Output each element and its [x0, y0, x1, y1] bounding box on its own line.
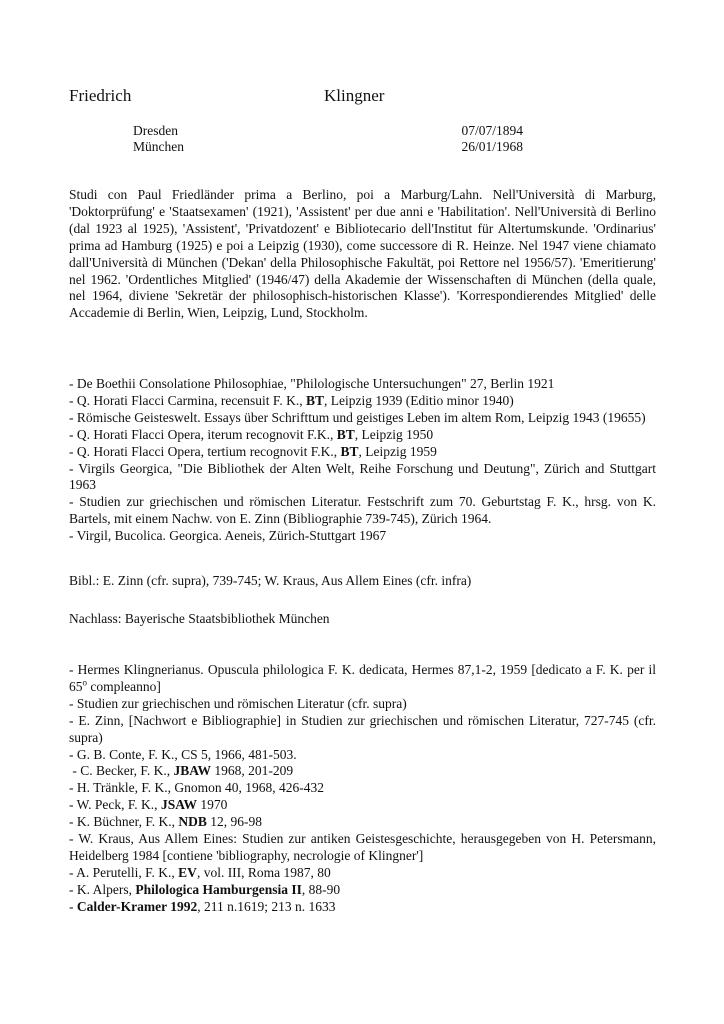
work-item: - Q. Horati Flacci Opera, tertium recognovit F.K., BT, Leipzig 1959 [69, 443, 437, 459]
nachlass-note: Nachlass: Bayerische Staatsbibliothek München [69, 611, 330, 626]
work-item: - Römische Geisteswelt. Essays über Schrifttum und geistiges Leben im altem Rom, Leipzig 1943 (19655) [69, 409, 646, 425]
work-item: - Q. Horati Flacci Carmina, recensuit F. K., BT, Leipzig 1939 (Editio minor 1940) [69, 392, 514, 408]
bibliography-note: Bibl.: E. Zinn (cfr. supra), 739-745; W. Kraus, Aus Allem Eines (cfr. infra) [69, 573, 472, 588]
literature-item: - H. Tränkle, F. K., Gnomon 40, 1968, 426-432 [69, 780, 325, 796]
literature-item: - K. Alpers, Philologica Hamburgensia II, 88-90 [69, 881, 341, 897]
literature-item: - E. Zinn, [Nachwort e Bibliographie] in Studien zur griechischen und römischen Literatur, 727-745 (cfr. supra) [69, 712, 656, 745]
literature-item: - W. Kraus, Aus Allem Eines: Studien zur antiken Geistesgeschichte, herausgegeben von H. Petersmann, Heidelberg 1984 [contiene 'bibliography, necrologie of Klingner'] [69, 831, 656, 863]
work-item: - Virgils Georgica, "Die Bibliothek der Alten Welt, Reihe Forschung und Deutung", Zürich and Stuttgart 1963 [69, 460, 656, 493]
work-item: - Virgil, Bucolica. Georgica. Aeneis, Zürich-Stuttgart 1967 [69, 528, 387, 544]
death-date: 26/01/1968 [461, 139, 523, 154]
last-name: Klingner [324, 86, 385, 105]
death-row [133, 139, 523, 155]
death-place: München [133, 139, 184, 154]
literature-item: - C. Becker, F. K., JBAW 1968, 201-209 [69, 763, 294, 779]
literature-item: - A. Perutelli, F. K., EV, vol. III, Roma 1987, 80 [69, 864, 331, 880]
literature-item: - Hermes Klingnerianus. Opuscula philologica F. K. dedicata, Hermes 87,1-2, 1959 [dedicato a F. K. per il 65$^o$ compleanno] [69, 662, 656, 694]
literature-item: - Studien zur griechischen und römischen Literatur (cfr. supra) [69, 695, 407, 711]
literature-item: - K. Büchner, F. K., NDB 12, 96-98 [69, 814, 263, 830]
works-list [69, 376, 656, 545]
literature-item: - Calder-Kramer 1992, 211 n.1619; 213 n. 1633 [69, 898, 336, 914]
work-item: - Studien zur griechischen und römischen Literatur. Festschrift zum 70. Geburtstag F. K., hrsg. von K. Bartels, mit einem Nachw. von E. Zinn (Bibliographie 739-745), Zürich 1964. [69, 494, 656, 527]
biography: Studi con Paul Friedländer prima a Berlino, poi a Marburg/Lahn. Nell'Università di Marburg, 'Doktorprüfung' e 'Staatsexamen' (1921), 'Assistent' per due anni e 'Habilitation'. Nell'Università di Berlino (dal 1923 al 1925), 'Assistent', 'Privatdozent' e Bibliotecario dell'Institut für Altertumskunde. 'Ordinarius' prima ad Hamburg (1925) e poi a Leipzig (1930), come successore di R. Heinze. Nel 1947 viene chiamato dall'Università di München ('Dekan' della Philosophische Fakultät, poi Rettore nel 1956/57). 'Emeritierung' nel 1962. 'Ordentliches Mitglied' (1946/47) della Akademie der Wissenschaften di München (della quale, nel 1964, diviene 'Sekretär der philosophisch-historischen Klasse'). 'Korrespondierendes Mitglied' delle Accademie di Berlin, Wien, Leipzig, Lund, Stockholm. [69, 187, 656, 321]
work-item: - De Boethii Consolatione Philosophiae, "Philologische Untersuchungen" 27, Berlin 1921 [69, 376, 555, 391]
life-dates [133, 123, 523, 155]
first-name: Friedrich [69, 86, 132, 105]
work-item: - Q. Horati Flacci Opera, iterum recognovit F.K., BT, Leipzig 1950 [69, 426, 434, 442]
literature-item: - G. B. Conte, F. K., CS 5, 1966, 481-503. [69, 746, 297, 762]
birth-row [133, 123, 523, 139]
birth-place: Dresden [133, 123, 178, 138]
literature-list [69, 662, 656, 916]
birth-date: 07/07/1894 [461, 123, 523, 138]
literature-item: - W. Peck, F. K., JSAW 1970 [69, 797, 228, 813]
superscript-o: o [82, 677, 87, 688]
